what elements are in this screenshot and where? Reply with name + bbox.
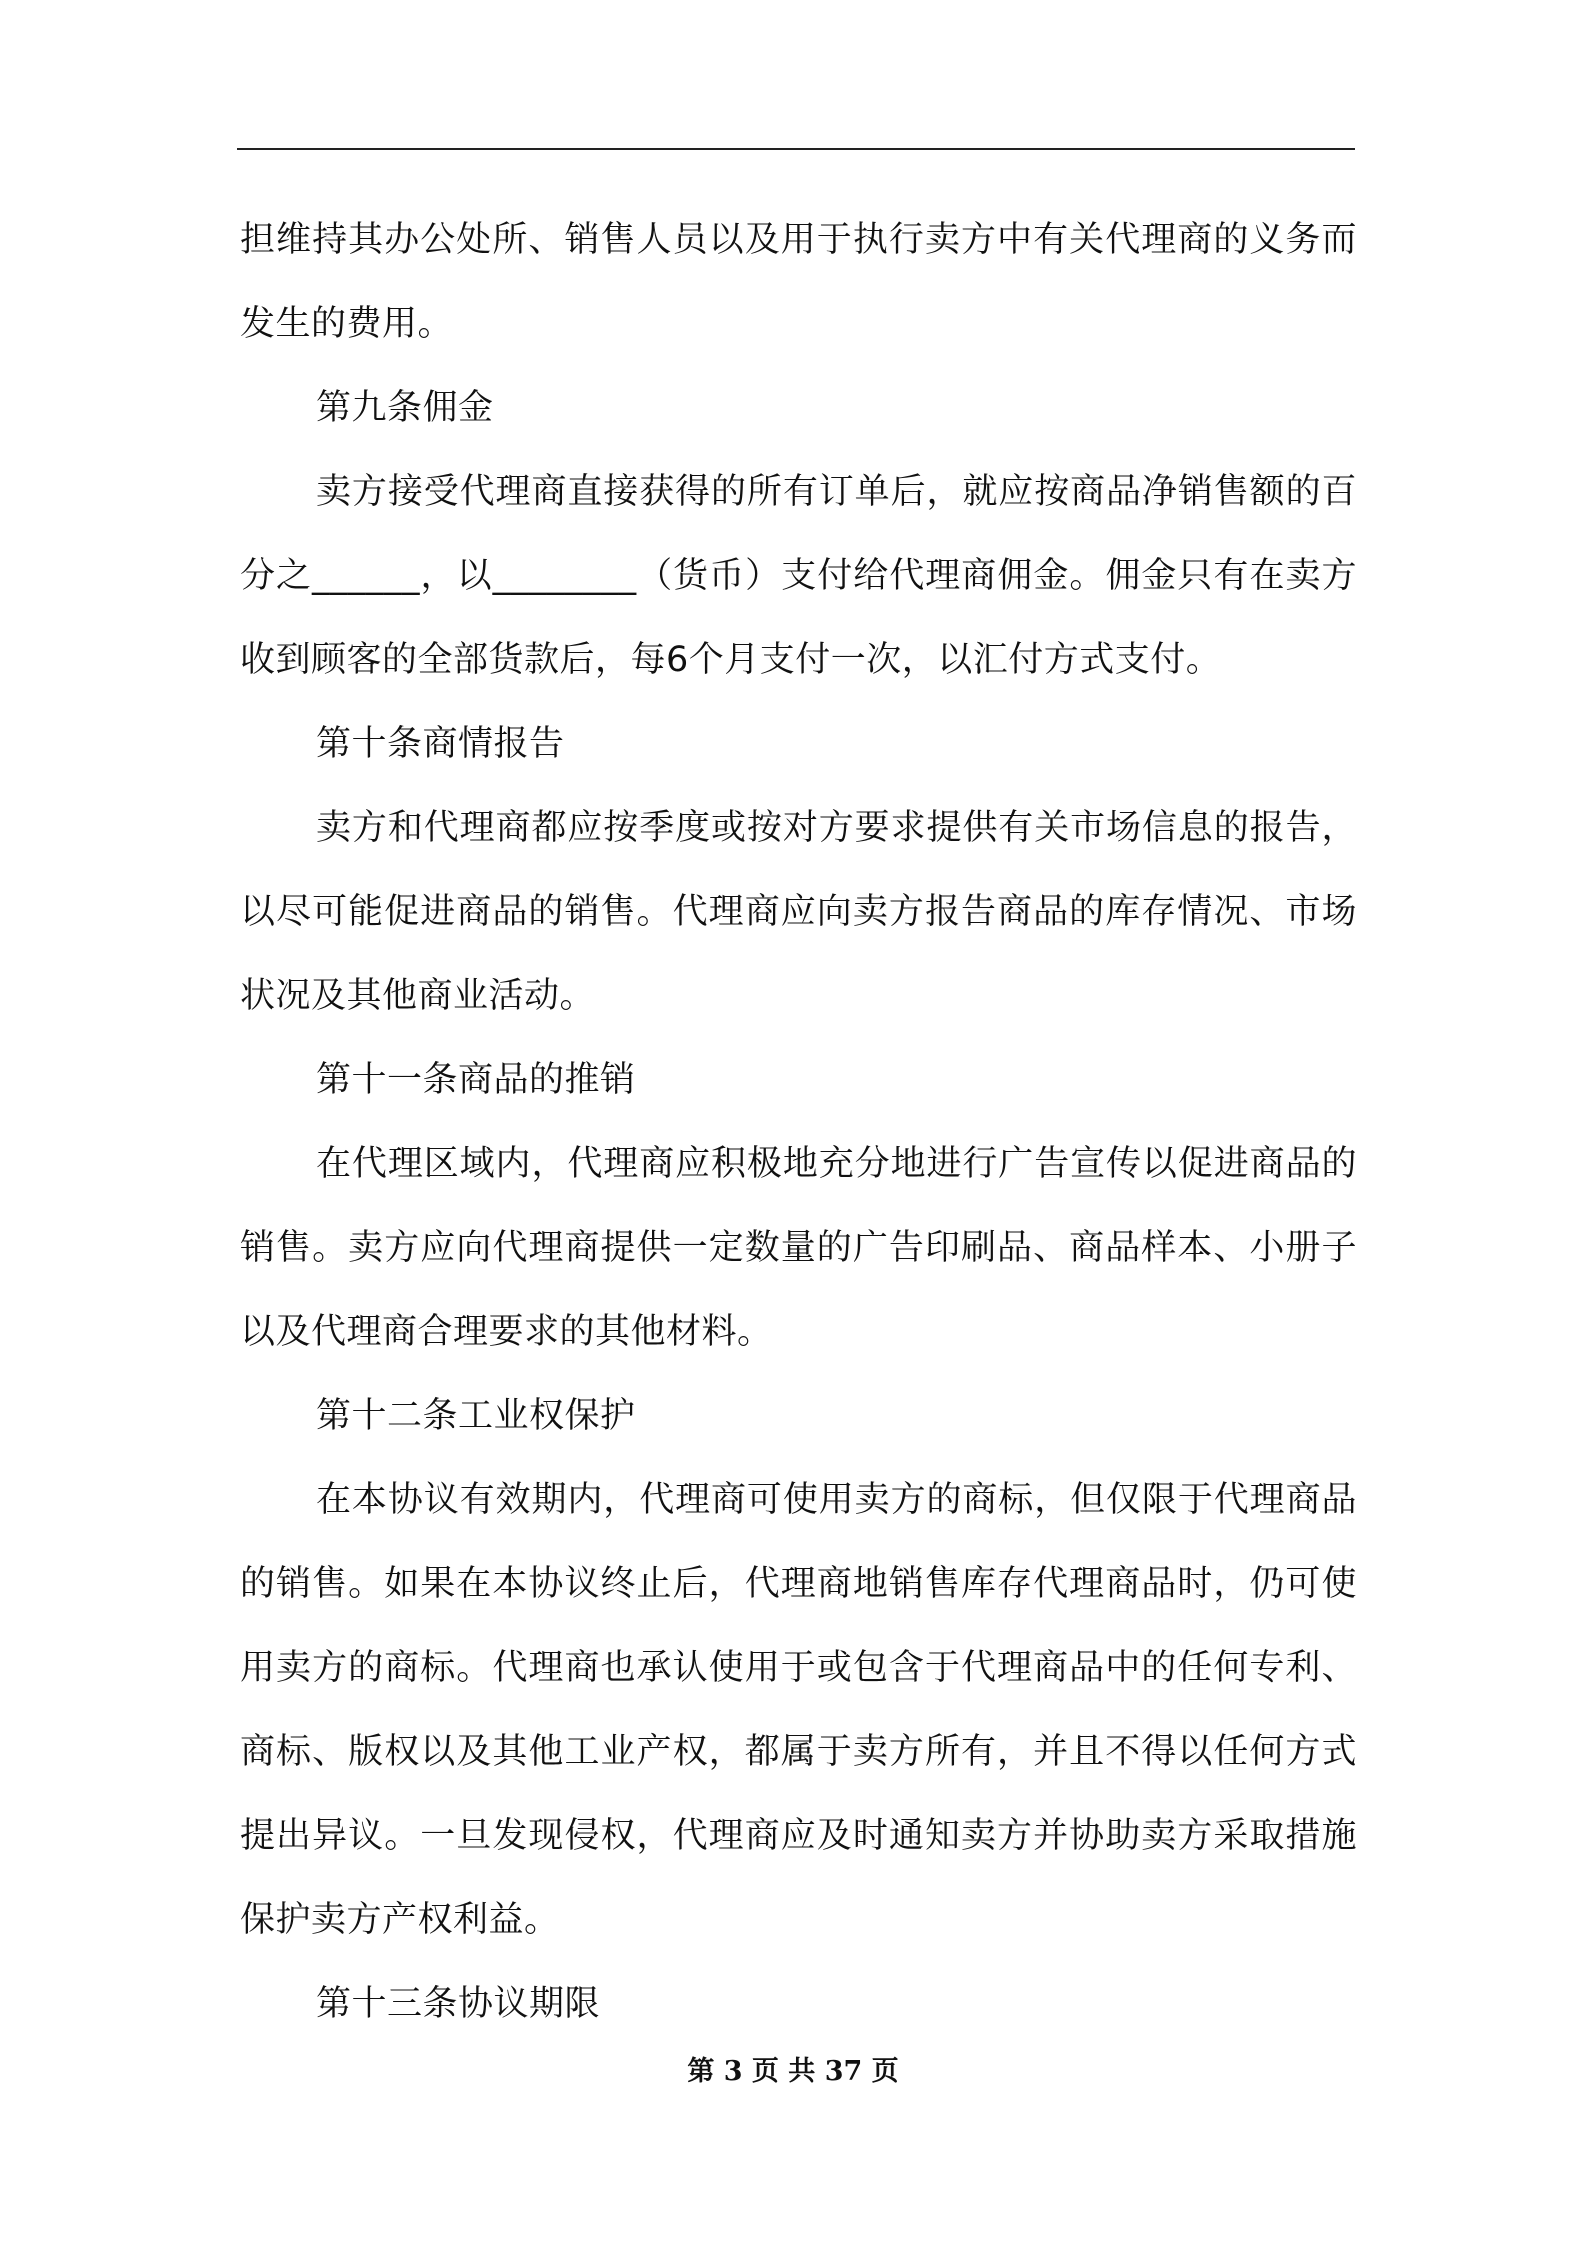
article-heading-13: 第十三条协议期限 (316, 1984, 601, 2024)
article-heading-9: 第九条佣金 (316, 388, 494, 428)
paragraph-continuation: 担维持其办公处所、销售人员以及用于执行卖方中有关代理商的义务而发生的费用。 (240, 220, 1357, 344)
paragraph-industrial-rights: 在本协议有效期内，代理商可使用卖方的商标，但仅限于代理商品的销售。如果在本协议终止后，代理商地销售库存代理商品时，仍可使用卖方的商标。代理商也承认使用于或包含于代理商品中的任何专利、商标、版权以及其他工业产权，都属于卖方所有，并且不得以任何方式提出异议。一旦发现侵权，代理商应及时通知卖方并协助卖方采取措施保护卖方产权利益。 (240, 1480, 1357, 1940)
header-rule (237, 148, 1355, 150)
article-heading-12: 第十二条工业权保护 (316, 1396, 636, 1436)
article-heading-11: 第十一条商品的推销 (316, 1060, 636, 1100)
article-heading-10: 第十条商情报告 (316, 724, 565, 764)
paragraph-commission: 卖方接受代理商直接获得的所有订单后，就应按商品净销售额的百分之______，以________（货币）支付给代理商佣金。佣金只有在卖方收到顾客的全部货款后，每6个月支付一次，以汇付方式支付。 (240, 472, 1357, 680)
page-number-footer: 第 3 页 共 37 页 (687, 2056, 899, 2087)
paragraph-market-report: 卖方和代理商都应按季度或按对方要求提供有关市场信息的报告，以尽可能促进商品的销售。代理商应向卖方报告商品的库存情况、市场状况及其他商业活动。 (240, 808, 1357, 1016)
document-body (240, 198, 1357, 2046)
paragraph-promotion: 在代理区域内，代理商应积极地充分地进行广告宣传以促进商品的销售。卖方应向代理商提供一定数量的广告印刷品、商品样本、小册子以及代理商合理要求的其他材料。 (240, 1144, 1357, 1352)
